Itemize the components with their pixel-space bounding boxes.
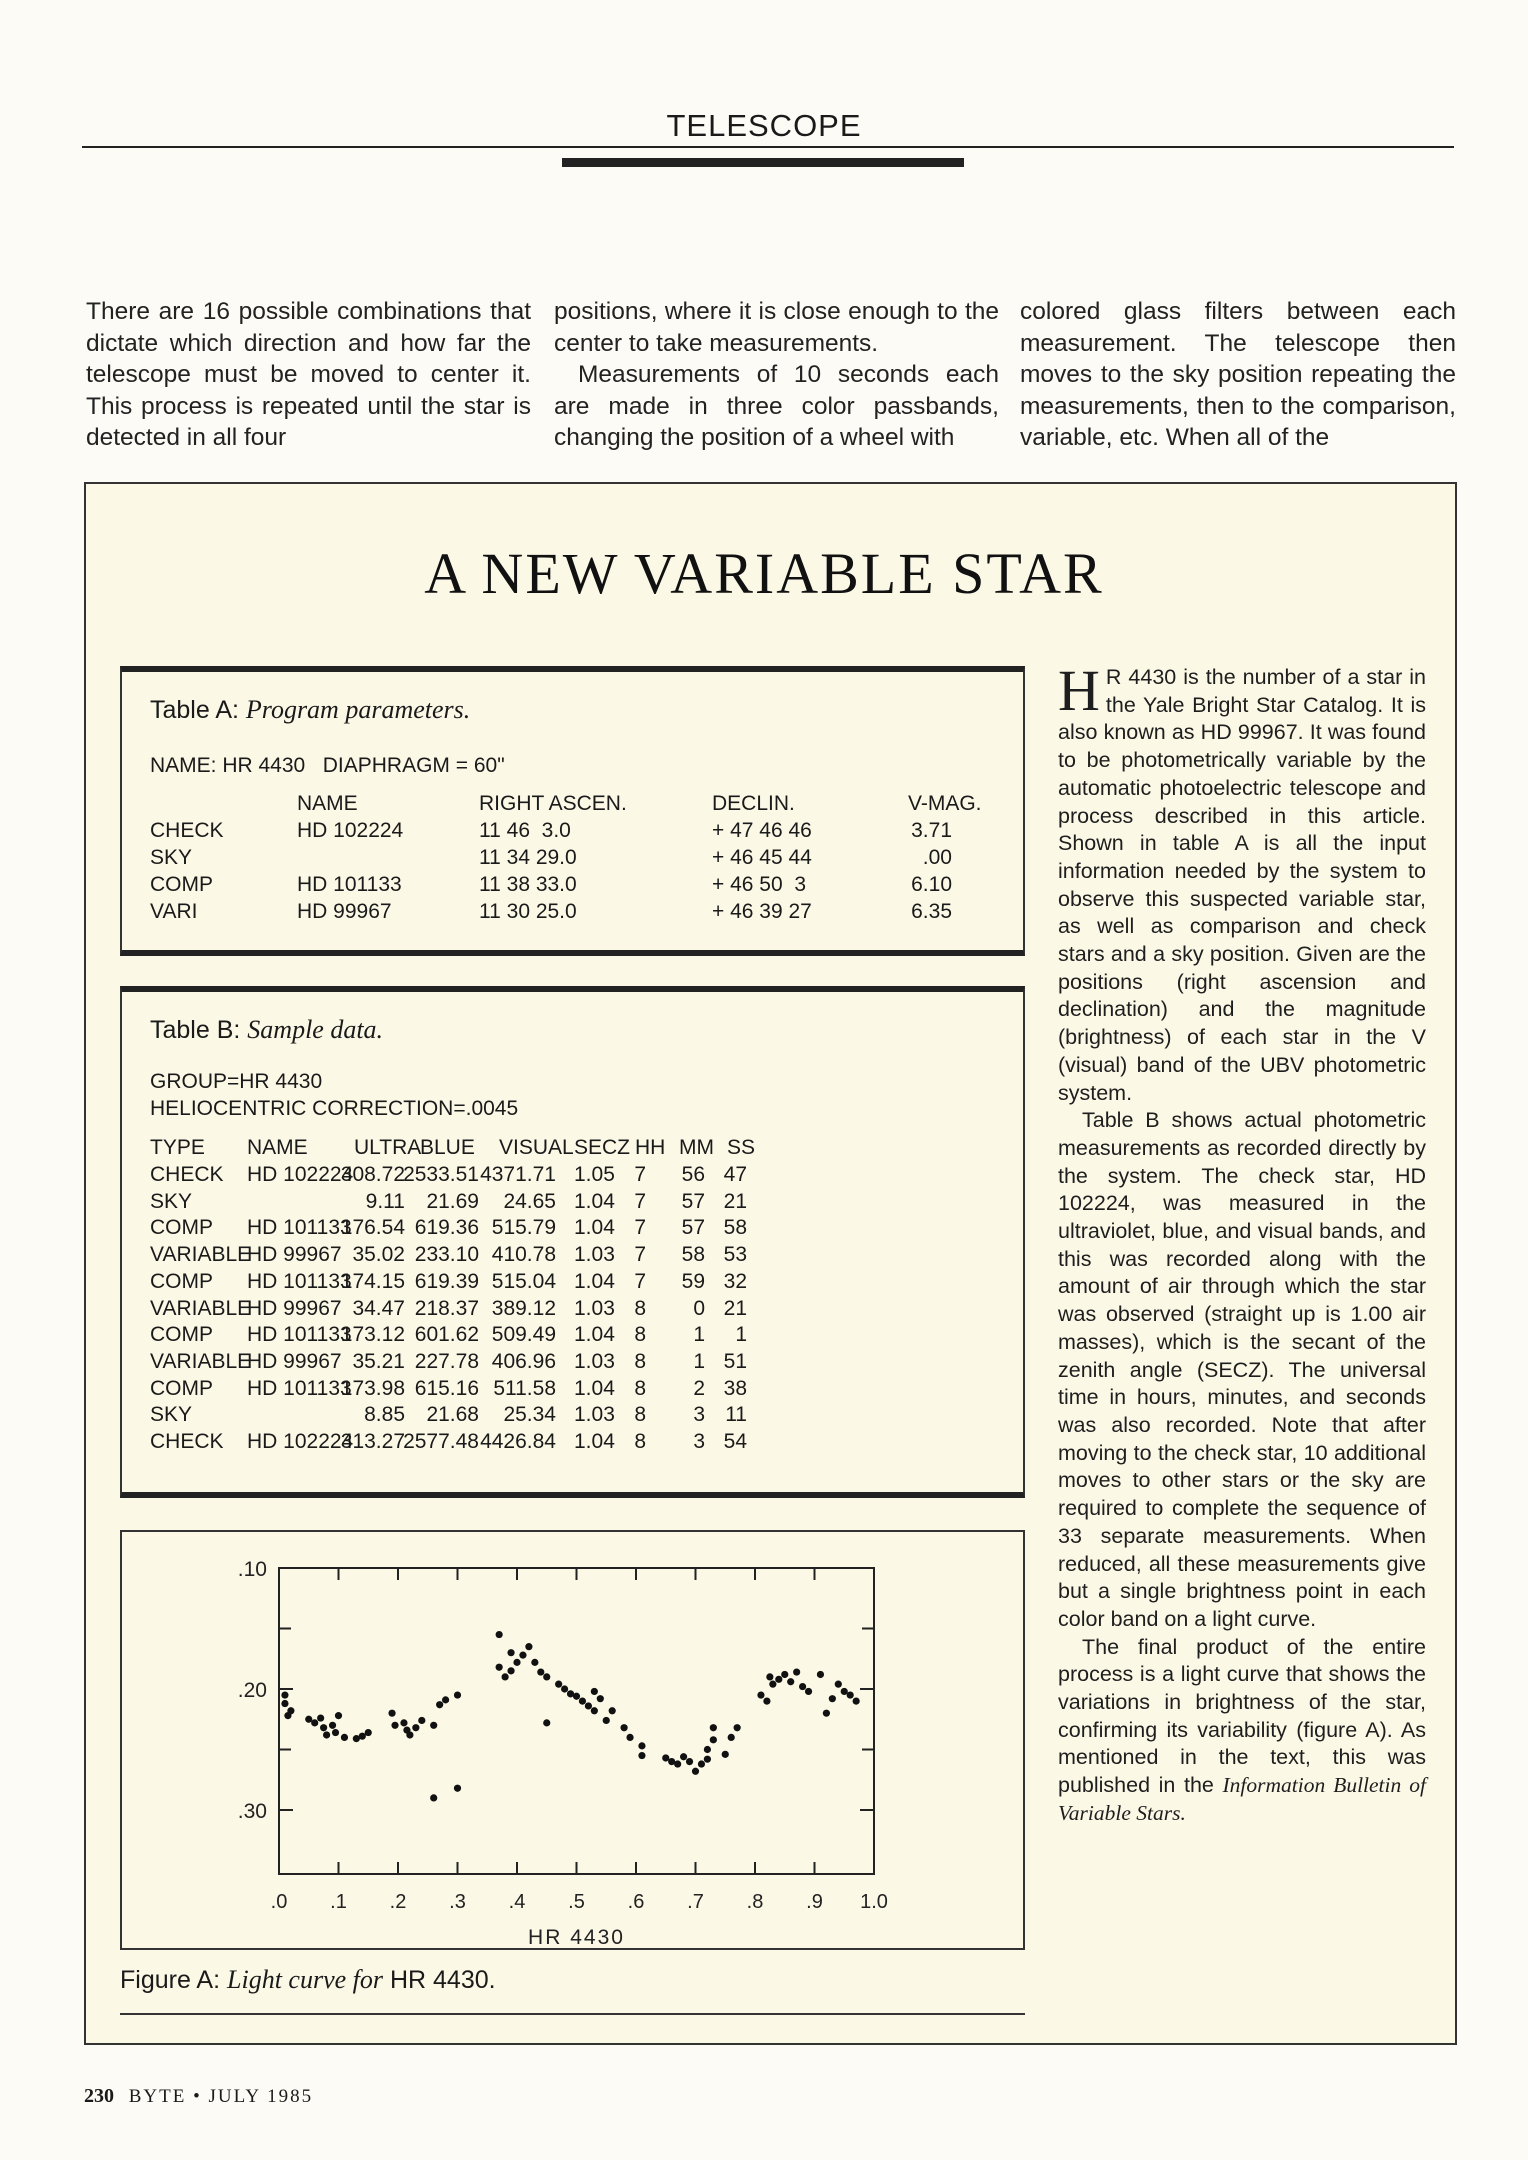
data-point	[621, 1724, 628, 1731]
table-b-cell: 8	[634, 1403, 646, 1427]
running-head: TELESCOPE	[666, 108, 862, 143]
light-curve-chart	[122, 1532, 1023, 1948]
table-b-cell: 1	[693, 1349, 705, 1373]
table-a-cell: + 47 46 46	[712, 819, 812, 842]
data-point	[692, 1768, 699, 1775]
data-point	[609, 1707, 616, 1714]
table-b-cell: 3	[693, 1430, 705, 1453]
data-point	[597, 1695, 604, 1702]
data-point	[513, 1659, 520, 1666]
y-tick-label: .30	[237, 1800, 267, 1823]
table-b-header-cell: HH	[635, 1136, 666, 1159]
table-a-cell: 6.35	[911, 900, 952, 923]
table-b-cell: 57	[681, 1189, 705, 1213]
data-point	[674, 1760, 681, 1767]
figure-a-caption	[120, 1965, 496, 1995]
table-b-cell: 32	[723, 1269, 747, 1293]
data-point	[311, 1719, 318, 1726]
table-a-line1: NAME: HR 4430 DIAPHRAGM = 60"	[150, 754, 505, 777]
table-b-cell: 4371.71	[480, 1163, 556, 1186]
plot-frame	[279, 1568, 874, 1874]
data-point	[323, 1731, 330, 1738]
table-b-cell: 7	[634, 1189, 646, 1213]
sidebar-p3-italic: Information Bulletin of Variable Stars.	[1058, 1773, 1426, 1825]
data-point	[281, 1691, 288, 1698]
table-b-cell: 1.03	[574, 1243, 615, 1267]
table-b-cell: 1.03	[574, 1403, 615, 1427]
intro-column-1	[86, 296, 531, 454]
table-b-cell: 176.54	[340, 1216, 405, 1240]
x-tick-label: .3	[449, 1891, 466, 1913]
table-b-cell: CHECK	[150, 1430, 224, 1453]
table-b-cell: 3	[693, 1403, 705, 1427]
table-a-cell: CHECK	[150, 819, 224, 842]
table-b	[120, 986, 1025, 1498]
data-point	[454, 1691, 461, 1698]
data-point	[591, 1688, 598, 1695]
table-a-caption	[150, 696, 470, 724]
data-point	[847, 1691, 854, 1698]
table-b-cell: 47	[723, 1163, 747, 1186]
data-point	[823, 1710, 830, 1717]
table-b-cell: 313.27	[340, 1430, 405, 1453]
data-point	[585, 1702, 592, 1709]
table-b-cell: 8	[634, 1349, 646, 1373]
data-point	[359, 1733, 366, 1740]
table-b-header-cell: TYPE	[150, 1136, 205, 1159]
table-b-cell: 21	[723, 1189, 747, 1213]
data-point	[525, 1643, 532, 1650]
table-a-cell: HD 101133	[297, 873, 402, 896]
x-tick-label: .6	[627, 1891, 645, 1913]
table-b-cell: 174.15	[340, 1269, 405, 1293]
table-a-cell: VARI	[150, 900, 198, 923]
table-b-cell: 173.12	[340, 1323, 405, 1347]
table-b-cell: HD 99967	[247, 1349, 342, 1373]
table-a-cell: 3.71	[911, 819, 952, 842]
figure-a-caption-italic: Light curve for	[227, 1965, 384, 1994]
table-b-cell: 1.03	[574, 1349, 615, 1373]
table-a-cell: 11 34 29.0	[479, 846, 577, 869]
table-a-header-row	[122, 790, 1027, 817]
table-b-cell: 59	[681, 1269, 705, 1293]
table-b-cell: COMP	[150, 1216, 213, 1240]
table-b-cell: 2	[693, 1376, 705, 1400]
table-b-cell: 7	[634, 1216, 646, 1240]
table-b-caption-label: Table B:	[150, 1016, 241, 1044]
table-b-cell: 511.58	[493, 1376, 556, 1400]
data-point	[638, 1742, 645, 1749]
data-point	[531, 1659, 538, 1666]
table-b-header-cell: MM	[679, 1136, 714, 1159]
data-point	[502, 1673, 509, 1680]
data-point	[704, 1756, 711, 1763]
data-point	[391, 1722, 398, 1729]
table-a-cell: + 46 50 3	[712, 873, 806, 896]
table-b-cell: 54	[723, 1430, 747, 1453]
intro-col3-text: colored glass filters between each measurement. The telescope then moves to the sky position repeating the measurements, then to the comparison, variable, etc. When all of the	[1020, 298, 1456, 451]
table-b-cell: 21.69	[426, 1189, 479, 1213]
table-b-row	[122, 1161, 1027, 1188]
data-point	[320, 1724, 327, 1731]
data-point	[555, 1681, 562, 1688]
table-b-header-cell: BLUE	[420, 1136, 475, 1159]
table-a-caption-text: Program parameters.	[245, 695, 471, 724]
table-b-cell: 601.62	[414, 1323, 479, 1347]
table-a-cell: + 46 45 44	[712, 846, 812, 869]
table-b-cell: 515.04	[491, 1269, 556, 1293]
table-b-cell: 233.10	[414, 1243, 479, 1267]
table-b-cell: 1.04	[574, 1323, 615, 1347]
table-b-cell: 8	[634, 1323, 646, 1347]
table-b-cell: 56	[681, 1163, 705, 1186]
table-b-cell: 4426.84	[480, 1430, 556, 1453]
data-point	[412, 1724, 419, 1731]
data-point	[710, 1736, 717, 1743]
data-point	[537, 1668, 544, 1675]
table-b-cell: 21.68	[426, 1403, 479, 1427]
data-point	[418, 1717, 425, 1724]
table-b-cell: 58	[681, 1243, 705, 1267]
table-b-cell: HD 99967	[247, 1296, 342, 1320]
figure-a-box	[120, 1530, 1025, 1950]
data-point	[626, 1734, 633, 1741]
footer	[84, 2085, 313, 2108]
table-b-row	[122, 1295, 1027, 1322]
table-b-cell: 7	[634, 1163, 646, 1186]
sidebar-p3a-text: The final product of the entire process is a light curve that shows the variations in brightness of the star, confirming its variability (figure A). As mentioned in the text, this was published in the	[1058, 1634, 1426, 1798]
data-point	[507, 1649, 514, 1656]
x-axis-label: HR 4430	[528, 1926, 625, 1948]
data-point	[781, 1671, 788, 1678]
table-a-cell: 11 38 33.0	[479, 873, 577, 896]
data-point	[406, 1731, 413, 1738]
table-b-header-cell: SECZ	[574, 1136, 631, 1159]
table-b-cell: 1.03	[574, 1296, 615, 1320]
x-tick-label: .1	[330, 1891, 347, 1913]
sidebar-paragraph-3	[1058, 1634, 1426, 1828]
data-point	[507, 1667, 514, 1674]
table-b-cell: SKY	[150, 1189, 193, 1213]
table-b-row	[122, 1214, 1027, 1241]
table-b-cell: 9.11	[365, 1189, 405, 1213]
table-b-row	[122, 1401, 1027, 1428]
data-point	[799, 1683, 806, 1690]
table-a-cell: HD 102224	[297, 819, 404, 842]
table-b-cell: COMP	[150, 1376, 213, 1400]
table-b-row	[122, 1428, 1027, 1455]
data-point	[793, 1668, 800, 1675]
table-b-cell: HD 102224	[247, 1163, 354, 1186]
table-a-caption-label: Table A:	[150, 696, 239, 724]
table-b-cell: HD 101133	[247, 1269, 352, 1293]
figure-a-caption-rest: HR 4430.	[389, 1966, 496, 1994]
data-point	[853, 1698, 860, 1705]
table-b-cell: VARIABLE	[150, 1243, 252, 1267]
header-rule	[82, 146, 1454, 148]
table-b-cell: 8.85	[364, 1403, 405, 1427]
table-b-cell: 515.79	[491, 1216, 556, 1240]
data-point	[638, 1752, 645, 1759]
table-b-cell: 58	[723, 1216, 747, 1240]
table-b-cell: 410.78	[491, 1243, 556, 1267]
table-b-line1: GROUP=HR 4430	[150, 1070, 323, 1093]
data-point	[728, 1734, 735, 1741]
table-b-cell: 308.72	[340, 1163, 405, 1186]
intro-col1-text: There are 16 possible combinations that dictate which direction and how far the telescope must be moved to center it. This process is repeated until the star is detected in all four	[86, 298, 531, 451]
table-b-cell: 34.47	[352, 1296, 405, 1320]
table-b-row	[122, 1188, 1027, 1215]
table-a-cell: HD 99967	[297, 900, 392, 923]
table-a-header-name: NAME	[297, 792, 358, 815]
table-a-cell: 11 30 25.0	[479, 900, 577, 923]
sidebar-text	[1058, 658, 1426, 1828]
table-b-cell: 1	[735, 1323, 747, 1347]
dropcap: H	[1058, 658, 1100, 723]
data-point	[662, 1754, 669, 1761]
table-a	[120, 666, 1025, 956]
table-b-cell: 406.96	[491, 1349, 556, 1373]
table-b-cell: HD 99967	[247, 1243, 342, 1267]
data-point	[829, 1695, 836, 1702]
sidebar-paragraph-2: Table B shows actual photometric measurements as recorded directly by the system. The check star, HD 102224, was measured in the ultraviolet, blue, and visual bands, and this was recorded along with the amount of air through which the star was observed (straight up is 1.00 air masses), which is the secant of the zenith angle (SECZ). The universal time in hours, minutes, and seconds was also recorded. Note that after moving to the check star, 10 additional moves to other stars or the sky are required to complete the sequence of 33 separate measurements. When reduced, all these measurements give but a single brightness point in each color band on a light curve.	[1058, 1108, 1426, 1631]
table-a-row	[122, 817, 1027, 844]
x-tick-label: 1.0	[860, 1891, 888, 1913]
table-b-cell: 619.36	[414, 1216, 479, 1240]
intro-col2b-text: Measurements of 10 seconds each are made in three color passbands, changing the position of a wheel with	[554, 361, 999, 451]
data-point	[341, 1734, 348, 1741]
data-point	[591, 1707, 598, 1714]
table-b-header-cell: SS	[727, 1136, 756, 1159]
table-b-row	[122, 1348, 1027, 1375]
table-b-cell: VARIABLE	[150, 1296, 252, 1320]
data-point	[335, 1712, 342, 1719]
page-number: 230	[84, 2085, 114, 2107]
table-b-cell: CHECK	[150, 1163, 224, 1186]
data-point	[543, 1673, 550, 1680]
table-b-row	[122, 1375, 1027, 1402]
data-point	[704, 1746, 711, 1753]
table-b-cell: 1.04	[574, 1189, 615, 1213]
table-b-cell: 1.04	[574, 1376, 615, 1400]
data-point	[579, 1698, 586, 1705]
table-b-cell: 2533.51	[403, 1163, 479, 1186]
table-b-cell: 2577.48	[403, 1430, 479, 1453]
table-b-cell: 35.02	[352, 1243, 405, 1267]
table-a-cell: 6.10	[911, 873, 952, 896]
data-point	[332, 1729, 339, 1736]
data-point	[835, 1681, 842, 1688]
table-b-row	[122, 1268, 1027, 1295]
table-b-cell: 53	[723, 1243, 747, 1267]
table-b-cell: 24.65	[503, 1189, 556, 1213]
data-point	[388, 1710, 395, 1717]
table-b-cell: 11	[725, 1403, 747, 1427]
data-point	[603, 1717, 610, 1724]
data-point	[763, 1698, 770, 1705]
data-point	[430, 1794, 437, 1801]
table-b-cell: COMP	[150, 1323, 213, 1347]
data-point	[496, 1631, 503, 1638]
table-b-header-cell: NAME	[247, 1136, 308, 1159]
table-b-cell: 1.04	[574, 1430, 615, 1453]
data-point	[817, 1671, 824, 1678]
table-a-row	[122, 871, 1027, 898]
table-b-cell: 0	[693, 1296, 705, 1320]
data-point	[841, 1688, 848, 1695]
table-b-cell: 1.04	[574, 1269, 615, 1293]
table-b-cell: SKY	[150, 1403, 193, 1427]
table-b-row	[122, 1241, 1027, 1268]
data-point	[680, 1753, 687, 1760]
table-b-cell: 218.37	[414, 1296, 479, 1320]
data-point	[543, 1719, 550, 1726]
table-b-cell: 509.49	[491, 1323, 556, 1347]
intro-col2a-text: positions, where it is close enough to the center to take measurements.	[554, 298, 999, 357]
table-b-cell: 8	[634, 1296, 646, 1320]
table-a-cell: 11 46 3.0	[479, 819, 571, 842]
table-b-cell: 1	[693, 1323, 705, 1347]
data-point	[787, 1678, 794, 1685]
x-tick-label: .0	[270, 1891, 288, 1913]
intro-column-2	[554, 296, 999, 454]
data-point	[775, 1676, 782, 1683]
data-point	[281, 1700, 288, 1707]
table-b-cell: 227.78	[414, 1349, 479, 1373]
data-point	[442, 1696, 449, 1703]
table-b-cell: 615.16	[414, 1376, 479, 1400]
table-b-cell: 8	[634, 1430, 646, 1453]
data-point	[519, 1652, 526, 1659]
data-point	[436, 1701, 443, 1708]
data-point	[757, 1691, 764, 1698]
table-b-header-row	[122, 1134, 1027, 1161]
table-b-cell: 619.39	[414, 1269, 479, 1293]
figure-a-caption-label: Figure A:	[120, 1966, 221, 1994]
table-b-cell: 21	[723, 1296, 747, 1320]
table-a-header-dec: DECLIN.	[712, 792, 795, 815]
table-b-cell: 7	[634, 1243, 646, 1267]
table-a-header-vmag: V-MAG.	[908, 792, 982, 815]
table-a-row	[122, 898, 1027, 925]
table-b-cell: HD 101133	[247, 1376, 352, 1400]
table-b-cell: 389.12	[491, 1296, 556, 1320]
table-b-cell: HD 102224	[247, 1430, 354, 1453]
table-a-cell: + 46 39 27	[712, 900, 812, 923]
x-tick-label: .4	[508, 1891, 526, 1913]
table-b-cell: 8	[634, 1376, 646, 1400]
data-point	[454, 1785, 461, 1792]
x-tick-label: .8	[746, 1891, 764, 1913]
table-b-cell: 51	[723, 1349, 747, 1373]
sidebar-p1-text: R 4430 is the number of a star in the Yale Bright Star Catalog. It is also known as HD 99967. It was found to be photometrically variable by the automatic photoelectric telescope and process described in this article. Shown in table A is all the input information needed by the system to observe this suspected variable star, as well as comparison and check stars and a sky position. Given are the positions (right ascension and declination) and the magnitude (brightness) of each star in the V (visual) band of the UBV photometric system.	[1058, 665, 1426, 1105]
data-point	[305, 1716, 312, 1723]
table-b-cell: VARIABLE	[150, 1349, 252, 1373]
data-point	[496, 1664, 503, 1671]
data-point	[766, 1673, 773, 1680]
table-a-cell: COMP	[150, 873, 213, 896]
data-point	[561, 1685, 568, 1692]
table-b-cell: HD 101133	[247, 1216, 352, 1240]
table-a-cell: .00	[922, 846, 952, 869]
table-b-line2: HELIOCENTRIC CORRECTION=.0045	[150, 1097, 519, 1120]
table-b-caption	[150, 1016, 383, 1044]
data-point	[317, 1714, 324, 1721]
y-tick-label: .20	[237, 1679, 267, 1702]
table-b-header-cell: VISUAL	[499, 1136, 574, 1159]
x-tick-label: .2	[389, 1891, 407, 1913]
x-tick-label: .7	[687, 1891, 704, 1913]
data-point	[400, 1719, 407, 1726]
data-point	[365, 1729, 372, 1736]
header-bar	[562, 158, 964, 167]
table-b-cell: HD 101133	[247, 1323, 352, 1347]
table-b-caption-text: Sample data.	[247, 1015, 384, 1044]
table-a-row	[122, 844, 1027, 871]
x-tick-label: .9	[806, 1891, 823, 1913]
data-point	[710, 1724, 717, 1731]
data-point	[734, 1724, 741, 1731]
table-b-cell: 25.34	[503, 1403, 556, 1427]
data-point	[329, 1722, 336, 1729]
data-point	[573, 1693, 580, 1700]
x-tick-label: .5	[568, 1891, 585, 1913]
sidebar-paragraph-1	[1058, 658, 1426, 1107]
data-point	[686, 1758, 693, 1765]
table-b-cell: 35.21	[352, 1349, 405, 1373]
table-b-header-cell: ULTRA	[354, 1136, 422, 1159]
table-b-cell: 1.05	[574, 1163, 615, 1186]
intro-column-3	[1020, 296, 1456, 454]
data-point	[805, 1688, 812, 1695]
table-b-cell: 38	[723, 1376, 747, 1400]
table-b-row	[122, 1321, 1027, 1348]
table-b-cell: 57	[681, 1216, 705, 1240]
data-point	[698, 1760, 705, 1767]
publication-line: BYTE • JULY 1985	[128, 2086, 314, 2107]
sidebar-title: A NEW VARIABLE STAR	[424, 541, 1104, 606]
table-a-cell: SKY	[150, 846, 193, 869]
table-b-cell: COMP	[150, 1269, 213, 1293]
data-point	[287, 1707, 294, 1714]
table-b-cell: 173.98	[340, 1376, 405, 1400]
figure-rule	[120, 2013, 1025, 2015]
table-a-header-ra: RIGHT ASCEN.	[479, 792, 627, 815]
data-point	[769, 1681, 776, 1688]
table-b-cell: 7	[634, 1269, 646, 1293]
y-tick-label: .10	[237, 1558, 267, 1581]
data-point	[430, 1722, 437, 1729]
data-point	[722, 1751, 729, 1758]
table-b-cell: 1.04	[574, 1216, 615, 1240]
